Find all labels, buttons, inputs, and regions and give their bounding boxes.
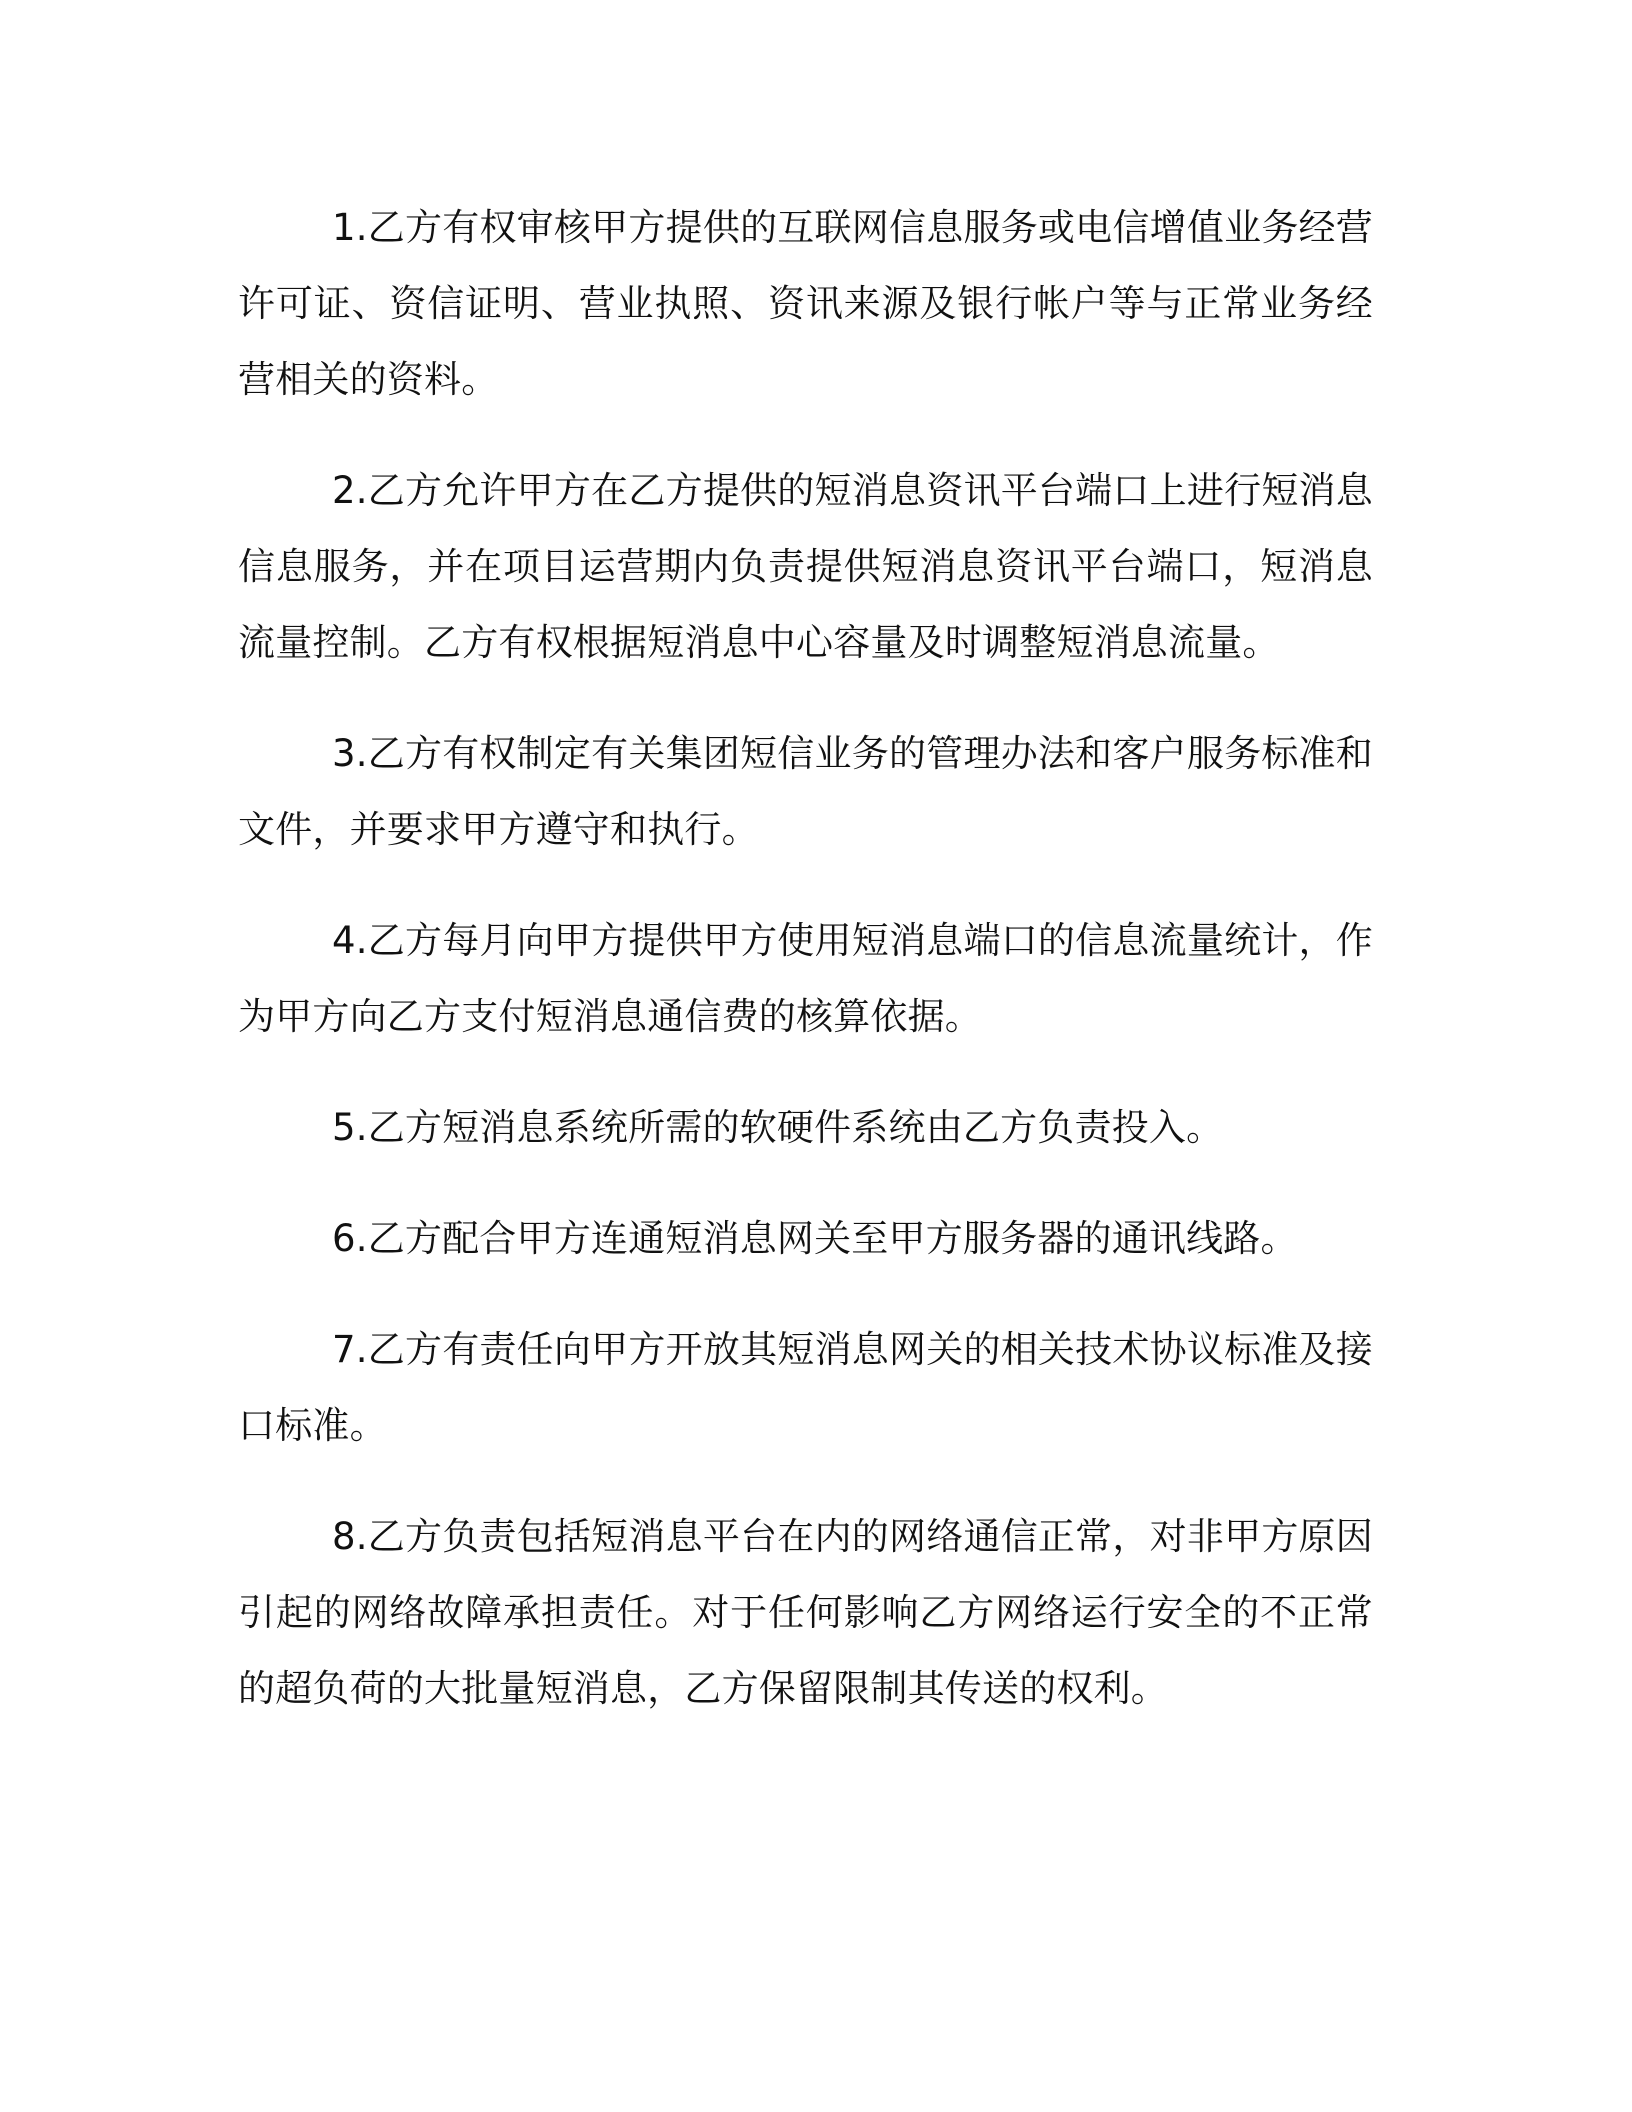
clause-4: 4.乙方每月向甲方提供甲方使用短消息端口的信息流量统计，作为甲方向乙方支付短消息通信费的核算依据。 bbox=[238, 919, 1373, 1038]
clause-5: 5.乙方短消息系统所需的软硬件系统由乙方负责投入。 bbox=[332, 1106, 1224, 1149]
clause-6: 6.乙方配合甲方连通短消息网关至甲方服务器的通讯线路。 bbox=[332, 1217, 1298, 1260]
clause-1: 1.乙方有权审核甲方提供的互联网信息服务或电信增值业务经营许可证、资信证明、营业执照、资讯来源及银行帐户等与正常业务经营相关的资料。 bbox=[238, 206, 1373, 401]
clause-list bbox=[238, 190, 1373, 1727]
clause-7: 7.乙方有责任向甲方开放其短消息网关的相关技术协议标准及接口标准。 bbox=[238, 1328, 1373, 1447]
clause-3: 3.乙方有权制定有关集团短信业务的管理办法和客户服务标准和文件，并要求甲方遵守和执行。 bbox=[238, 732, 1373, 851]
clause-8: 8.乙方负责包括短消息平台在内的网络通信正常，对非甲方原因引起的网络故障承担责任。对于任何影响乙方网络运行安全的不正常的超负荷的大批量短消息，乙方保留限制其传送的权利。 bbox=[238, 1515, 1373, 1710]
clause-2: 2.乙方允许甲方在乙方提供的短消息资讯平台端口上进行短消息信息服务，并在项目运营期内负责提供短消息资讯平台端口，短消息流量控制。乙方有权根据短消息中心容量及时调整短消息流量。 bbox=[238, 469, 1373, 664]
